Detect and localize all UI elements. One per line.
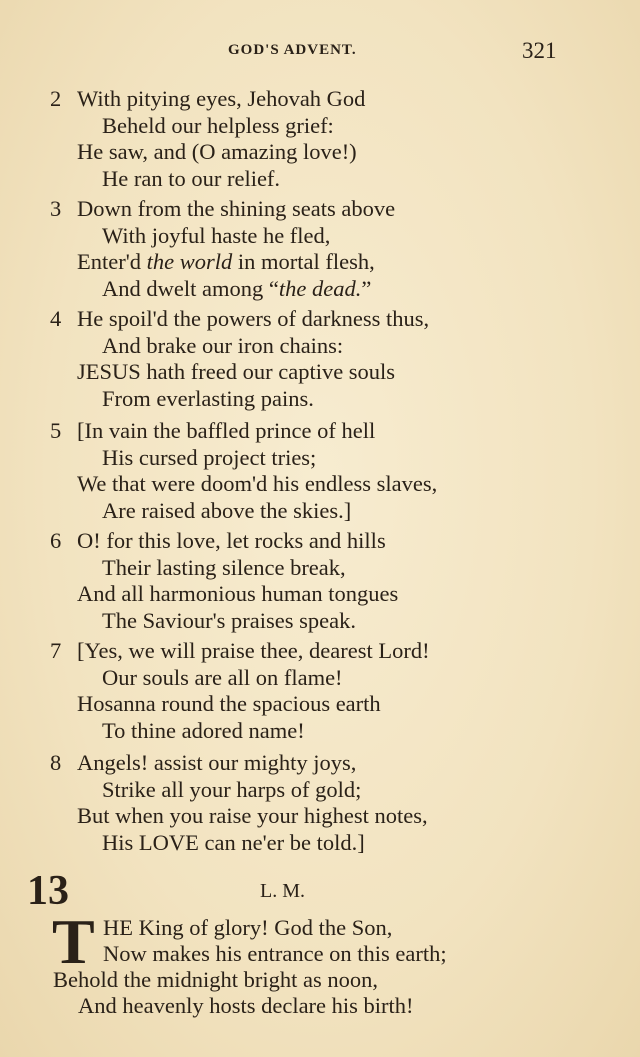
verse-line: Hosanna round the spacious earth [77, 691, 381, 716]
verse-text: And dwelt among “ [102, 275, 279, 301]
verse-number: 2 [50, 86, 62, 111]
verse-line: Angels! assist our mighty joys, [77, 750, 357, 775]
verse-line [102, 276, 371, 303]
verse-line [102, 830, 365, 857]
verse-line: And brake our iron chains: [102, 332, 344, 358]
hymn-line: Behold the midnight bright as noon, [53, 967, 378, 992]
verse-text: ” [361, 275, 372, 301]
verse-line: And all harmonious human tongues [77, 581, 399, 606]
verse-line: [In vain the baffled prince of hell [77, 418, 376, 443]
verse-text: in mortal flesh, [237, 249, 375, 274]
verse-line: We that were doom'd his endless slaves, [77, 471, 438, 496]
verse-line: But when you raise your highest notes, [77, 803, 428, 828]
verse-text: Enter'd [77, 249, 142, 274]
verse-line: Their lasting silence break, [102, 554, 346, 580]
verse-line: Our souls are all on flame! [102, 664, 343, 690]
verse-number: 7 [50, 638, 62, 663]
verse-line [77, 249, 375, 276]
hymn-line: Now makes his entrance on this earth; [103, 941, 447, 966]
verse-number: 6 [50, 528, 62, 553]
verse-line: With pitying eyes, Jehovah God [77, 86, 366, 111]
verse-small-caps: LOVE [138, 829, 199, 855]
hymn-meter: L. M. [260, 880, 305, 902]
verse-line: He spoil'd the powers of darkness thus, [77, 306, 430, 331]
verse-line: His cursed project tries; [102, 444, 317, 470]
hymn-number: 13 [27, 868, 69, 914]
verse-line: The Saviour's praises speak. [102, 607, 356, 633]
hymn-line: And heavenly hosts declare his birth! [78, 993, 414, 1018]
page-header-title: GOD'S ADVENT. [228, 42, 357, 58]
verse-line: Down from the shining seats above [77, 196, 396, 221]
verse-number: 5 [50, 418, 62, 443]
hymn-heading [0, 868, 640, 918]
verse-emphasis: the world [146, 249, 233, 274]
page-number: 321 [522, 38, 557, 63]
verse-line: Are raised above the skies.] [102, 497, 352, 523]
verse-line: O! for this love, let rocks and hills [77, 528, 386, 553]
verse-text: His [102, 829, 134, 855]
verse-text: can ne'er be told.] [204, 829, 365, 855]
verse-line: Strike all your harps of gold; [102, 776, 362, 802]
drop-cap: T [52, 906, 95, 977]
verse-emphasis: the dead. [278, 275, 362, 301]
verse-line: [Yes, we will praise thee, dearest Lord! [77, 638, 430, 663]
verse-line: Beheld our helpless grief: [102, 112, 334, 138]
verse-line: From everlasting pains. [102, 385, 314, 411]
verse-number: 4 [50, 306, 62, 331]
hymn-line: HE King of glory! God the Son, [103, 915, 393, 940]
running-head [0, 38, 640, 68]
verse-line: With joyful haste he fled, [102, 222, 331, 248]
verse-number: 8 [50, 750, 62, 775]
verse-line: To thine adored name! [102, 717, 305, 743]
verse-number: 3 [50, 196, 62, 221]
verse-line: JESUS hath freed our captive souls [77, 359, 396, 384]
verse-line: He ran to our relief. [102, 165, 281, 191]
verse-line: He saw, and (O amazing love!) [77, 139, 357, 164]
